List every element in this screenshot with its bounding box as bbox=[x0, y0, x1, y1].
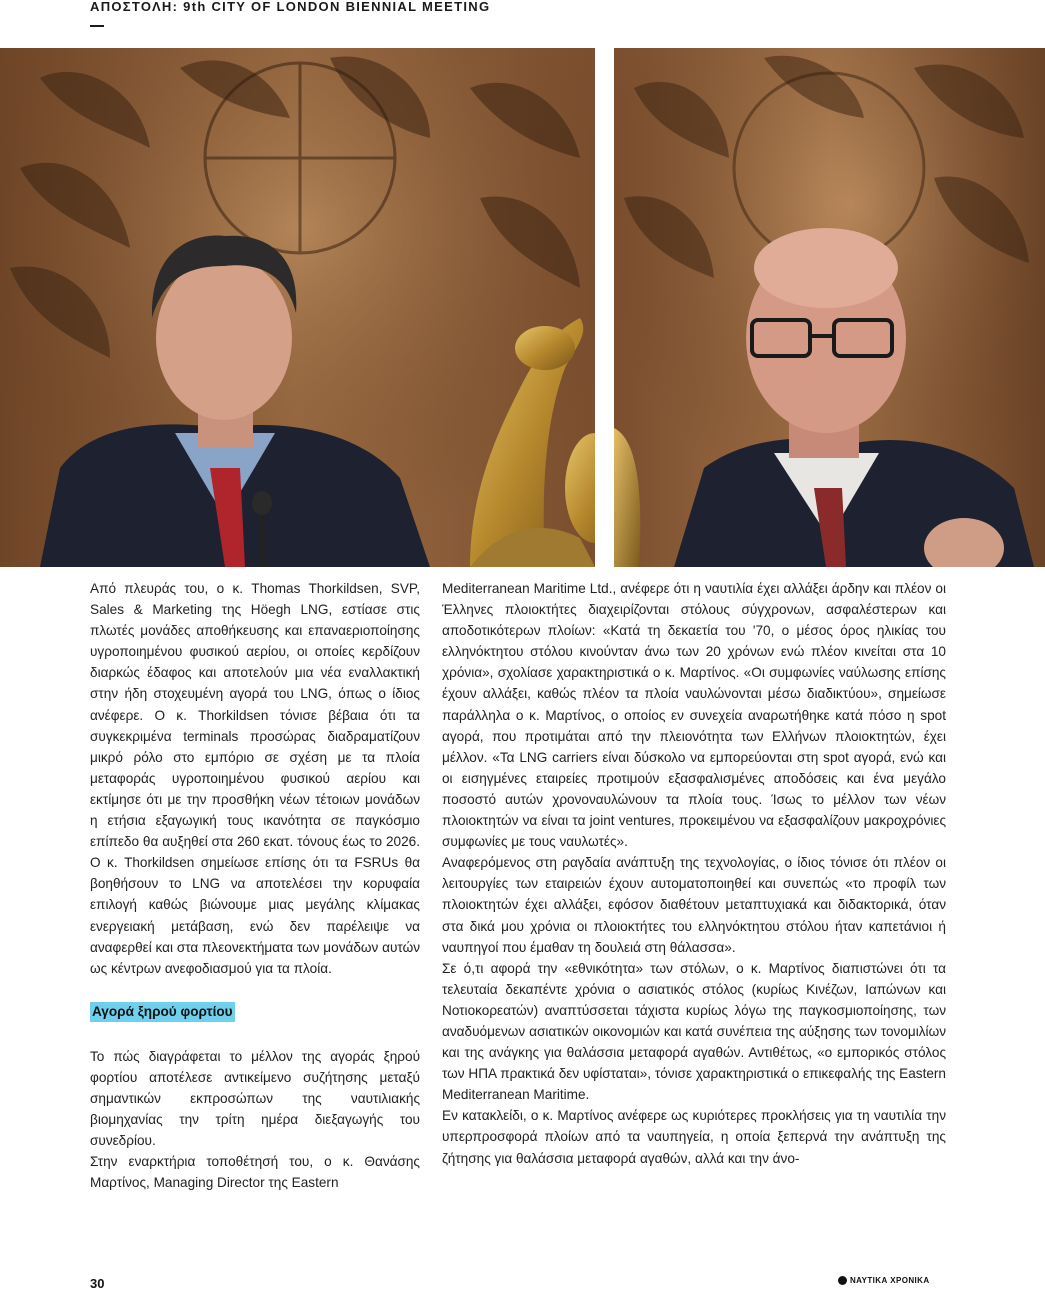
brand-logo-icon bbox=[838, 1276, 847, 1285]
brand-name: ΝΑΥΤΙΚΑ ΧΡΟΝΙΚΑ bbox=[850, 1276, 930, 1285]
speaker-photo-left-image bbox=[0, 48, 595, 567]
subheading: Αγορά ξηρού φορτίου bbox=[90, 1002, 235, 1022]
article-paragraph: Στην εναρκτήρια τοποθέτησή του, ο κ. Θανάσης Μαρτίνος, Managing Director της Eastern bbox=[90, 1154, 420, 1191]
article-paragraph: Σε ό,τι αφορά την «εθνικότητα» των στόλων, ο κ. Μαρτίνος διαπιστώνει ότι τα τελευταία δεκαπέντε χρόνια ο ασιατικός στόλος (κυρίως Κινέζων, Ιαπώνων και Νοτιοκορεατών) αναπτύσσεται τάχιστα κυρίως λόγω της παγκοσμιοποίησης, των αναδυόμενων ασιατικών οικονομιών και κατά συνέπεια της αύξησης των τονομιλίων και της ανάγκης για θαλάσσια μεταφορά αγαθών. Αντιθέτως, «ο εμπορικός στόλος των ΗΠΑ πρακτικά δεν υφίσταται», τόνισε χαρακτηριστικά ο επικεφαλής της Eastern Mediterranean Maritime. bbox=[442, 960, 946, 1103]
article-paragraph: Mediterranean Maritime Ltd., ανέφερε ότι η ναυτιλία έχει αλλάξει άρδην και πλέον οι Έλληνες πλοιοκτήτες διαχειρίζονται στόλους σύγχρονων, ασφαλέστερων και αποδοτικότερων πλοίων: «Κατά τη δεκαετία του '70, ο μέσος όρος ηλικίας του ελληνόκτητου στόλου κινούνταν άνω των 20 χρόνων ενώ πλέον κινείται στα 10 χρόνια», σχολίασε χαρακτηριστικά ο κ. Μαρτίνος. «Οι συμφωνίες ναύλωσης επίσης έχουν αλλάξει, καθώς πλέον τα πλοία ναυλώνονται μέσω διαδικτύου», σημείωσε παράλληλα ο κ. Μαρτίνος, ο οποίος εν συνεχεία αναρωτήθηκε κατά πόσο η spot αγορά, που προτιμάται από την πλειονότητα των Ελλήνων πλοιοκτητών, έχει μέλλον. «Τα LNG carriers είναι δύσκολο να εμπορεύονται στη spot αγορά, ενώ και οι εισηγμένες εταιρείες προτιμούν εξασφαλισμένες αποδόσεις και ένα μεγάλο ποσοστό αυτών χρονοναυλώνουν τα πλοία τους. Ίσως το μέλλον των νέων πλοιοκτητών να είναι τα joint ventures, προκειμένου να εξασφαλίζουν μακροχρόνιες συμφωνίες με τους ναυλωτές». bbox=[442, 581, 946, 850]
page-number: 30 bbox=[90, 1276, 105, 1291]
speaker-photo-right-image bbox=[614, 48, 1045, 567]
speaker-photo-right bbox=[614, 48, 1045, 567]
header-rule bbox=[90, 25, 104, 27]
publication-brand bbox=[838, 1276, 930, 1285]
article-column-right bbox=[442, 578, 946, 1169]
article-paragraph: Εν κατακλείδι, ο κ. Μαρτίνος ανέφερε ως κυριότερες προκλήσεις για τη ναυτιλία την υπερπροσφορά πλοίων από τα ναυπηγεία, η οποία ξεπερνά την ανάπτυξη της ζήτησης για θαλάσσια μεταφορά αγαθών, αλλά και την άνο- bbox=[442, 1108, 946, 1166]
speaker-photo-left bbox=[0, 48, 595, 567]
article-paragraph: Το πώς διαγράφεται το μέλλον της αγοράς ξηρού φορτίου αποτέλεσε αντικείμενο συζήτησης μεταξύ σημαντικών εκπροσώπων της ναυτιλιακής βιομηχανίας την τρίτη ημέρα διεξαγωγής του συνεδρίου. bbox=[90, 1048, 420, 1149]
section-header: ΑΠΟΣΤΟΛΗ: 9th CITY OF LONDON BIENNIAL MEETING bbox=[90, 0, 491, 14]
article-paragraph: Από πλευράς του, ο κ. Thomas Thorkildsen, SVP, Sales & Marketing της Höegh LNG, εστίασε στις πλωτές μονάδες αποθήκευσης και επαναεριοποίησης υγροποιημένου φυσικού αερίου, οι οποίες κερδίζουν διαρκώς έδαφος και αποτελούν μια νέα εναλλακτική στην ήδη στοχευμένη αγορά του LNG, όπως ο ίδιος ανέφερε. Ο κ. Thorkildsen τόνισε βέβαια ότι τα συγκεκριμένα terminals προσώρας διαδραματίζουν μικρό ρόλο στο εμπόριο σε σχέση με τα πλοία μεταφοράς υγροποιημένου φυσικού αερίου και εκτίμησε ότι με την προσθήκη νέων τέτοιων μονάδων η ετήσια εξαγωγική τους ικανότητα σε παγκόσμιο επίπεδο θα αυξηθεί στα 260 εκατ. τόνους έως το 2026. Ο κ. Thorkildsen σημείωσε επίσης ότι τα FSRUs θα βοηθήσουν το LNG να αποτελέσει την κορυφαία επιλογή καθώς βιώνουμε μιας μεγάλης κλίμακας ενεργειακή μετάβαση, ενώ δεν παρέλειψε να αναφερθεί και στα πλεονεκτήματα των μονάδων αυτών ως κέντρων ανεφοδιασμού για τα πλοία. bbox=[90, 581, 420, 976]
article-column-left bbox=[90, 578, 420, 1194]
article-paragraph: Αναφερόμενος στη ραγδαία ανάπτυξη της τεχνολογίας, ο ίδιος τόνισε ότι πλέον οι λειτουργίες των εταιρειών έχουν αυτοματοποιηθεί και συνεπώς «το προφίλ των πλοιοκτητών έχει αλλάξει, εφόσον διαθέτουν μεταπτυχιακά και διδακτορικά, όταν στα δικά μου χρόνια οι πλοιοκτήτες του ελληνόκτητου στόλου ήταν καπετάνιοι ή ναυπηγοί που έμαθαν τη δουλειά στη θάλασσα». bbox=[442, 855, 946, 955]
subheading-container bbox=[90, 1001, 420, 1022]
